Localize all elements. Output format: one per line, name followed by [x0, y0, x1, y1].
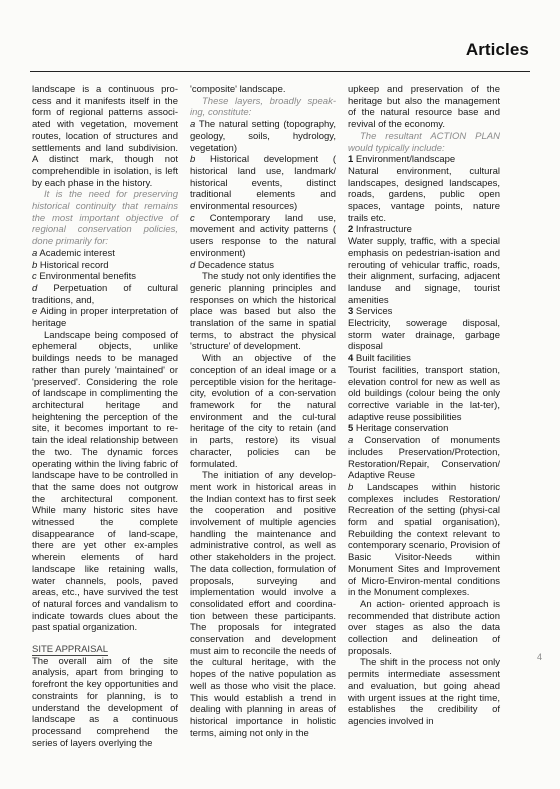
paragraph: The shift in the process not only permits intermediate assessment and evaluation, but going ahead with urgent issues at the right time, establishes the credibility of agencies involved in [348, 657, 500, 727]
column-3 [348, 84, 500, 728]
list-text: Decadence status [195, 259, 274, 271]
list-item [32, 271, 178, 283]
numbered-heading [348, 306, 500, 318]
section-number: 3 [348, 306, 354, 318]
section-number: 1 [348, 154, 354, 166]
list-item [32, 283, 178, 306]
list-text: Environmental benefits [36, 271, 137, 283]
paragraph: 'composite' landscape. [190, 84, 286, 95]
paragraph: The overall aim of the site analysis, apart from bringing to forefront the key opportunities and constraints for planning, is to understand the development of landscape as a continuous processand comprehend the series of layers overlying the [32, 655, 178, 749]
list-item [32, 306, 178, 329]
header-rule [30, 71, 530, 72]
list-item [190, 119, 336, 154]
list-marker: e [32, 306, 38, 318]
section-title-text: Infrastructure [353, 224, 412, 236]
list-marker: a [348, 435, 354, 447]
list-text: Contemporary land use, movement and activity patterns ( users response to the natural environment) [190, 212, 336, 259]
paragraph: landscape is a continuous pro-cess and it manifests itself in the form of regional patterns associ-ated with vegetation, movement routes, location of structures and settlements and land subdivision. A distinct mark, though not comprehendible in isolation, is left by each phase in the history. [32, 84, 178, 189]
paragraph: upkeep and preservation of the heritage but also the management of the natural resource base and revival of the economy. [348, 84, 500, 131]
list-text: Perpetuation of cultural traditions, and, [32, 282, 178, 306]
paragraph: Tourist facilities, transport station, elevation control for new as well as old buildings (colour being the only corrective variable in the lat-ter), adaptive reuse possibilities [348, 364, 500, 423]
numbered-heading [348, 154, 500, 166]
list-text: Historical record [37, 259, 109, 271]
paragraph: With an objective of the conception of an ideal image or a perceptible vision for the heritage-city, evolution of a con-servation framework for the natural environment and the cul-tural heritage of the city to retain (and in parts, restore) its visual character, policies can be formulated. [190, 353, 336, 470]
list-marker: b [190, 154, 196, 166]
list-text: Aiding in proper interpretation of heritage [32, 306, 178, 330]
list-item [32, 260, 178, 272]
list-text: Academic interest [37, 247, 115, 259]
list-item [32, 248, 178, 260]
section-number: 2 [348, 224, 354, 236]
list-item [190, 154, 336, 213]
list-marker: b [348, 481, 354, 493]
list-text: The natural setting (topography, geology, soils, hydrology, vegetation) [190, 119, 336, 154]
section-heading-text: SITE APPRAISAL [32, 644, 109, 656]
list-marker: d [32, 282, 38, 294]
paragraph: Landscape being composed of ephemeral objects, unlike buildings needs to be managed rather than purely 'maintained' or 'preserved'. Considering the role of landscape in complimenting the architectural heritage and heightening the perception of the site, it becomes important to re-tain the ideal relationship between the two. The dynamic forces operating within the living fabric of landscape have to be controlled in that the same does not outgrow the architectural component. While many historic sites have witnessed the complete disappearance of land-scape, there are yet other ex-amples wherein elements of hard landscape like retaining walls, water channels, pools, paved areas, etc., have survived the test of natural forces and vandalism to indicate towards clues about the past spatial organization. [32, 329, 178, 634]
italic-lead: These layers, broadly speak-ing, constitute: [190, 95, 336, 119]
section-title-text: Heritage conservation [353, 423, 449, 435]
paragraph: Natural environment, cultural landscapes, designed landscapes, roads, gardens, public open spaces, vantage points, nature trails etc. [348, 165, 500, 224]
section-title-text: Environment/landscape [353, 154, 456, 166]
section-title-text: Services [353, 306, 393, 318]
section-heading [32, 644, 178, 656]
list-marker: c [32, 271, 37, 283]
list-item [348, 435, 500, 482]
numbered-heading [348, 353, 500, 365]
numbered-heading [348, 224, 500, 236]
list-text: Conservation of monuments includes Preservation/Protection, Restoration/Repair, Conservation/ Adaptive Reuse [348, 435, 500, 482]
list-marker: a [32, 247, 38, 259]
italic-lead: The resultant ACTION PLAN would typically include: [348, 130, 500, 154]
paragraph: Electricity, sowerage disposal, storm water drainage, garbage disposal [348, 318, 500, 353]
list-item [190, 260, 336, 272]
margin-mark: 4 [537, 652, 543, 662]
paragraph: The initiation of any develop-ment work in historical areas in the Indian context has to first seek the cooperation and positive involvement of multiple agencies handling the maintenance and administrative control, as well as other stakeholders in the project. The data collection, formulation of proposals, surveying and implementation would involve a consolidated effort and coordina-tion between these participants. The proposals for integrated conservation and development must aim to reconcile the needs of the cultural heritage, with the hopes of the native population as well as those who visit the place. This would establish a trend in dealing with planning in areas of historical importance in holistic terms, aiming not only in the [190, 470, 336, 739]
section-title-text: Built facilities [353, 353, 411, 365]
list-marker: c [190, 212, 195, 224]
paragraph: Water supply, traffic, with a special emphasis on pedestrian-isation and rerouting of vehicular traffic, roads, their alignment, surfacing, adjacent landuse and signage, tourist amenities [348, 236, 500, 306]
paragraph: The study not only identifies the generic planning principles and responses on which the historical place was based but also the translation of the same in spatial terms, to abstract the physical 'structure' of development. [190, 271, 336, 353]
section-title: Articles [465, 40, 529, 59]
list-text: Historical development ( historical land use, landmark/ historical events, distinct traditional elements and environmental resources) [190, 154, 336, 213]
paragraph: An action- oriented approach is recommended that distribute action over stages as also the data collection and delineation of proposals. [348, 598, 500, 657]
list-marker: a [190, 119, 196, 131]
italic-lead: It is the need for preserving historical continuity that remains the most important objective of regional conservation policies, done primarily for: [32, 189, 178, 248]
list-marker: d [190, 259, 196, 271]
list-item [190, 213, 336, 260]
list-item [348, 482, 500, 599]
column-1 [32, 84, 178, 749]
list-text: Landscapes within historic complexes includes Restoration/ Recreation of the setting (physi-cal form and spatial organisation), Rebuilding the context relevant to contemporary scenario, Provision of Basic Visitor-Needs within Monument Sites and Improvement of Micro-Environ-mental conditions in the Monument complexes. [348, 481, 500, 599]
column-2 [190, 84, 336, 739]
numbered-heading [348, 423, 500, 435]
section-number: 5 [348, 423, 354, 435]
section-number: 4 [348, 353, 354, 365]
list-marker: b [32, 259, 38, 271]
